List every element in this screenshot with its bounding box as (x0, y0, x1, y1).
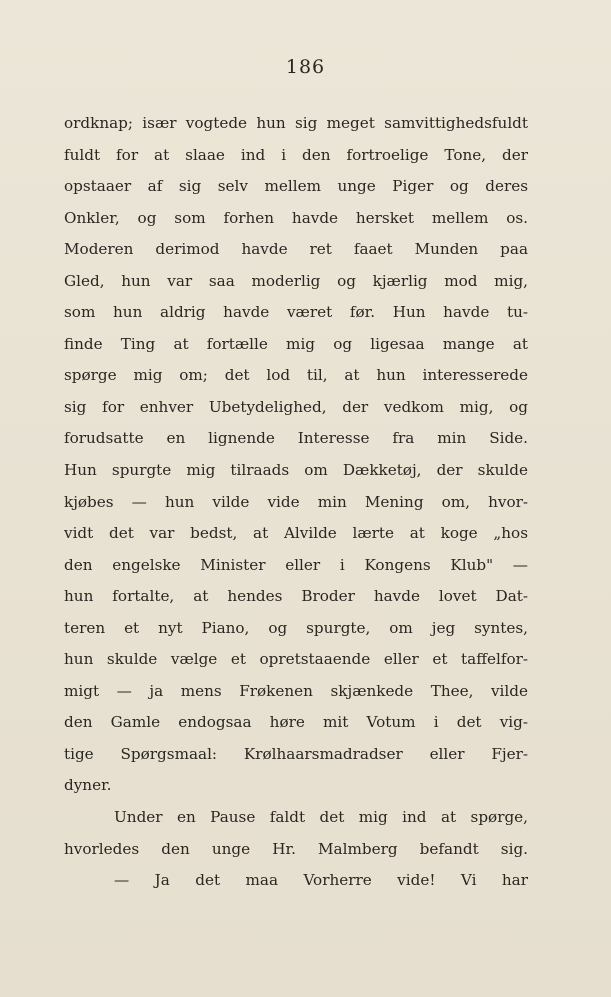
text-line: kjøbes — hun vilde vide min Mening om, hvor- (64, 492, 528, 511)
text-line: fuldt for at slaae ind i den fortroelige Tone, der (64, 145, 528, 164)
text-line: forudsatte en lignende Interesse fra min Side. (64, 429, 528, 448)
text-line: finde Ting at fortælle mig og ligesaa mange at (64, 334, 528, 353)
body-text (64, 108, 528, 897)
text-line: sig for enhver Ubetydelighed, der vedkom mig, og (64, 397, 528, 416)
text-line: spørge mig om; det lod til, at hun interesserede (64, 366, 528, 385)
page-number: 186 (285, 56, 326, 78)
text-line: Gled, hun var saa moderlig og kjærlig mod mig, (64, 271, 528, 290)
text-line: opstaaer af sig selv mellem unge Piger og deres (64, 177, 528, 196)
text-line: vidt det var bedst, at Alvilde lærte at koge „hos (64, 524, 528, 543)
text-line: teren et nyt Piano, og spurgte, om jeg syntes, (64, 618, 528, 637)
text-line: den engelske Minister eller i Kongens Klub" — (64, 555, 528, 574)
text-line: tige Spørgsmaal: Krølhaarsmadradser eller Fjer- (64, 744, 528, 763)
text-line: den Gamle endogsaa høre mit Votum i det vig- (64, 713, 528, 732)
text-line: dyner. (64, 776, 112, 795)
text-line: — Ja det maa Vorherre vide! Vi har (114, 871, 528, 890)
text-line: Moderen derimod havde ret faaet Munden paa (64, 240, 528, 259)
text-line: som hun aldrig havde været før. Hun havde tu- (64, 303, 528, 322)
text-line: hun fortalte, at hendes Broder havde lovet Dat- (64, 587, 528, 606)
text-line: ordknap; især vogtede hun sig meget samvittighedsfuldt (64, 114, 528, 132)
text-line: migt — ja mens Frøkenen skjænkede Thee, vilde (64, 681, 528, 700)
text-line: hun skulde vælge et opretstaaende eller et taffelfor- (64, 650, 528, 669)
text-line: Under en Pause faldt det mig ind at spørge, (114, 808, 528, 827)
text-line: hvorledes den unge Hr. Malmberg befandt sig. (64, 839, 528, 858)
text-line: Hun spurgte mig tilraads om Dækketøj, der skulde (64, 461, 528, 480)
text-line: Onkler, og som forhen havde hersket mellem os. (64, 208, 528, 227)
